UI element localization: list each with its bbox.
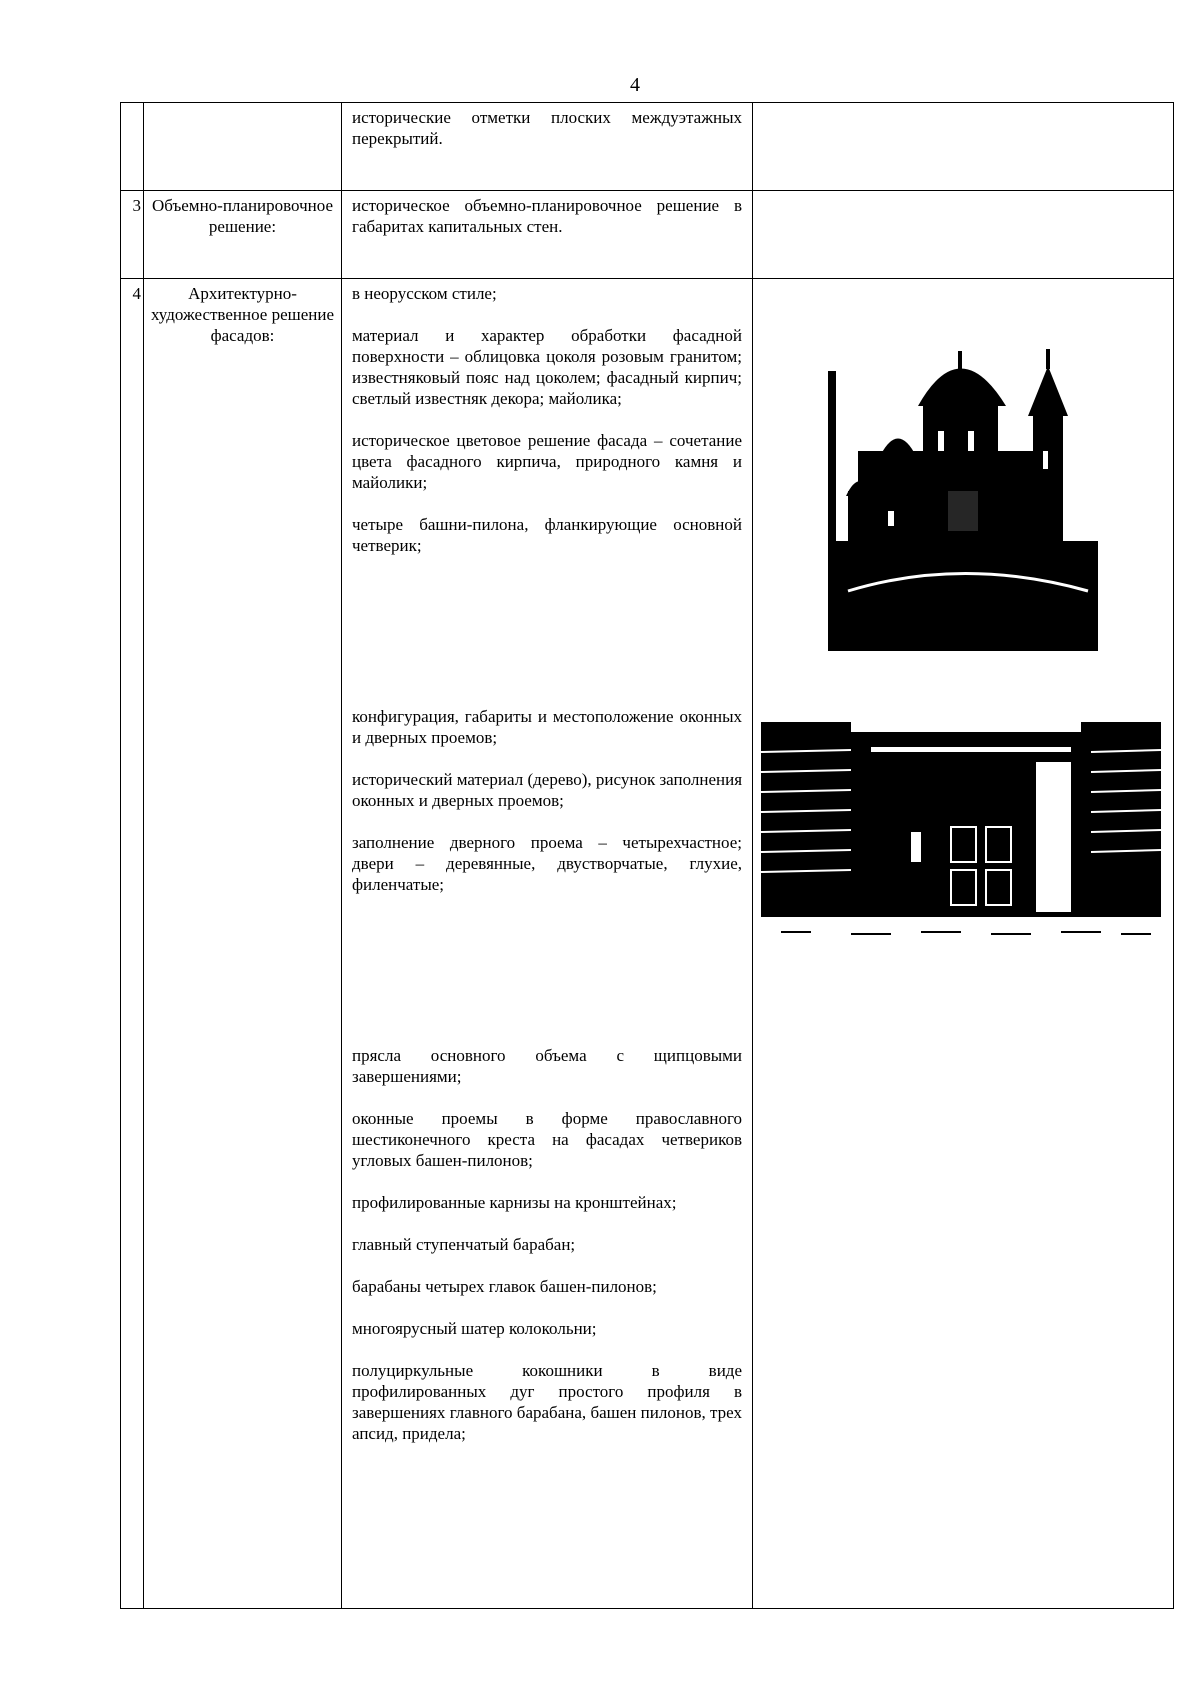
image-cell [753, 103, 1174, 191]
page-number: 4 [630, 74, 640, 96]
description-item: полуциркульные кокошники в виде профилированных дуг простого профиля в завершениях главного барабана, башен пилонов, трех апсид, придела; [352, 1361, 742, 1443]
description-item: главный ступенчатый барабан; [352, 1235, 576, 1254]
church-facade-photo [828, 341, 1098, 651]
description-item: многоярусный шатер колокольни; [352, 1319, 597, 1338]
description-item: исторические отметки плоских междуэтажных перекрытий. [352, 108, 742, 148]
description-item: заполнение дверного проема – четырехчастное; двери – деревянные, двустворчатые, глухие, филенчатые; [352, 833, 742, 894]
description-item: оконные проемы в форме православного шестиконечного креста на фасадах четвериков угловых башен-пилонов; [352, 1109, 742, 1170]
description-item: профилированные карнизы на кронштейнах; [352, 1193, 677, 1212]
description-item: историческое объемно-планировочное решение в габаритах капитальных стен. [352, 196, 742, 236]
monument-protection-table [120, 102, 1174, 1609]
row-number: 3 [121, 191, 144, 279]
row-number [121, 103, 144, 191]
row-description [342, 191, 753, 279]
description-item: барабаны четырех главок башен-пилонов; [352, 1277, 657, 1296]
table-row [121, 279, 1174, 1609]
row-description [342, 279, 753, 1609]
description-item: прясла основного объема с щипцовыми завершениями; [352, 1046, 742, 1086]
door-portal-photo [761, 722, 1161, 942]
table-row [121, 103, 1174, 191]
description-item: четыре башни-пилона, фланкирующие основной четверик; [352, 515, 742, 555]
description-item: исторический материал (дерево), рисунок заполнения оконных и дверных проемов; [352, 770, 743, 810]
row-description [342, 103, 753, 191]
row-title: Архитектурно-художественное решение фасадов: [144, 279, 342, 1609]
row-title [144, 103, 342, 191]
description-item: в неорусском стиле; [352, 284, 497, 303]
row-title: Объемно-планировочное решение: [144, 191, 342, 279]
table-row [121, 191, 1174, 279]
image-cell [753, 191, 1174, 279]
description-item: конфигурация, габариты и местоположение оконных и дверных проемов; [352, 707, 742, 747]
image-cell [753, 279, 1174, 1609]
description-item: историческое цветовое решение фасада – сочетание цвета фасадного кирпича, природного камня и майолики; [352, 431, 742, 492]
description-item: материал и характер обработки фасадной поверхности – облицовка цоколя розовым гранитом; известняковый пояс над цоколем; фасадный кирпич; светлый известняк декора; майолика; [352, 326, 742, 408]
row-number: 4 [121, 279, 144, 1609]
